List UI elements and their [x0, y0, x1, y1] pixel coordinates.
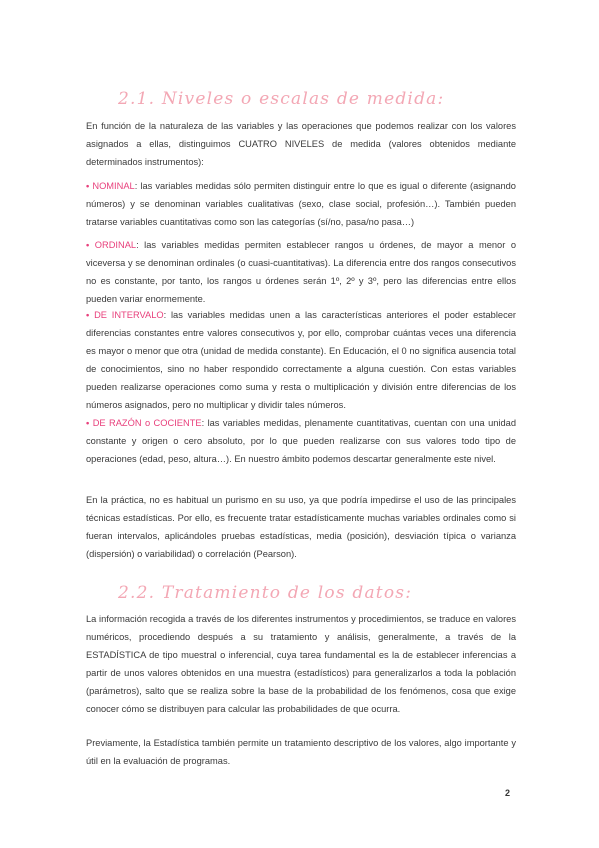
intervalo-description: : las variables medidas unen a las características anteriores el poder establecer diferencias constantes entre valores consecutivos y, por ello, comprobar cuántas veces una diferencia es mayor o menor que otra (unidad de medida constante). En Educación, el 0 no significa ausencia total de conocimientos, sino no haber respondido correctamente a alguna cuestión. Con estas variables pueden realizarse operaciones como suma y resta o multiplicación y división entre diferencias de los números asignados, pero no multiplicar y dividir tales números.	[86, 310, 516, 410]
term-razon: DE RAZÓN o COCIENTE	[92, 418, 202, 428]
term-nominal: NOMINAL	[92, 181, 135, 191]
ordinal-description: : las variables medidas permiten establecer rangos u órdenes, de mayor a menor o viceversa y se denominan ordinales (o cuasi-cuantitativas). La diferencia entre dos rangos consecutivos no es constante, por tanto, los rangos u órdenes serán 1º, 2º y 3º, pero las diferencias entre ellos pueden variar enormemente.	[86, 240, 516, 304]
list-item-nominal	[86, 177, 516, 231]
section-heading-niveles: 2.1. Niveles o escalas de medida:	[118, 89, 445, 110]
practice-paragraph: En la práctica, no es habitual un purismo en su uso, ya que podría impedirse el uso de las principales técnicas estadísticas. Por ello, es frecuente tratar estadísticamente muchas variables ordinales como si fueran intervalos, aplicándoles pruebas estadísticas, media (posición), desviación típica o varianza (dispersión) o variabilidad) o correlación (Pearson).	[86, 495, 516, 559]
razon-description: : las variables medidas, plenamente cuantitativas, cuentan con una unidad constante y origen o cero absoluto, por lo que pueden realizarse con sus valores todo tipo de operaciones (edad, peso, altura…). En nuestro ámbito podemos descartar generalmente este nivel.	[86, 418, 516, 464]
bullet-icon: •	[86, 310, 90, 320]
list-item-intervalo	[86, 306, 516, 414]
list-item-razon	[86, 414, 516, 468]
information-paragraph: La información recogida a través de los diferentes instrumentos y procedimientos, se traduce en valores numéricos, procediendo después a su tratamiento y análisis, generalmente, a través de la ESTADÍSTICA de tipo muestral o inferencial, cuya tarea fundamental es la de establecer inferencias a partir de unos valores obtenidos en una muestra (estadísticos) para generalizarlos a toda la población (parámetros), salto que se realiza sobre la base de la probabilidad de los fenómenos, cosa que exige conocer cómo se distribuyen para calcular las probabilidades de que ocurra.	[86, 614, 516, 714]
bullet-icon: •	[86, 181, 90, 191]
term-intervalo: DE INTERVALO	[94, 310, 164, 320]
nominal-description: : las variables medidas sólo permiten distinguir entre lo que es igual o diferente (asignando números) y se denominan variables cualitativas (sexo, clase social, profesión…). También pueden tratarse variables cuantitativas como son las categorías (sí/no, pasa/no pasa…)	[86, 181, 516, 227]
term-ordinal: ORDINAL	[94, 240, 137, 250]
list-item-ordinal	[86, 236, 516, 308]
page-number: 2	[505, 788, 511, 798]
section-heading-tratamiento: 2.2. Tratamiento de los datos:	[118, 583, 413, 604]
intro-paragraph: En función de la naturaleza de las variables y las operaciones que podemos realizar con los valores asignados a ellas, distinguimos CUATRO NIVELES de medida (valores obtenidos mediante determinados instrumentos):	[86, 121, 516, 167]
descriptive-paragraph: Previamente, la Estadística también permite un tratamiento descriptivo de los valores, algo importante y útil en la evaluación de programas.	[86, 738, 516, 766]
bullet-icon: •	[86, 240, 90, 250]
bullet-icon: •	[86, 418, 90, 428]
